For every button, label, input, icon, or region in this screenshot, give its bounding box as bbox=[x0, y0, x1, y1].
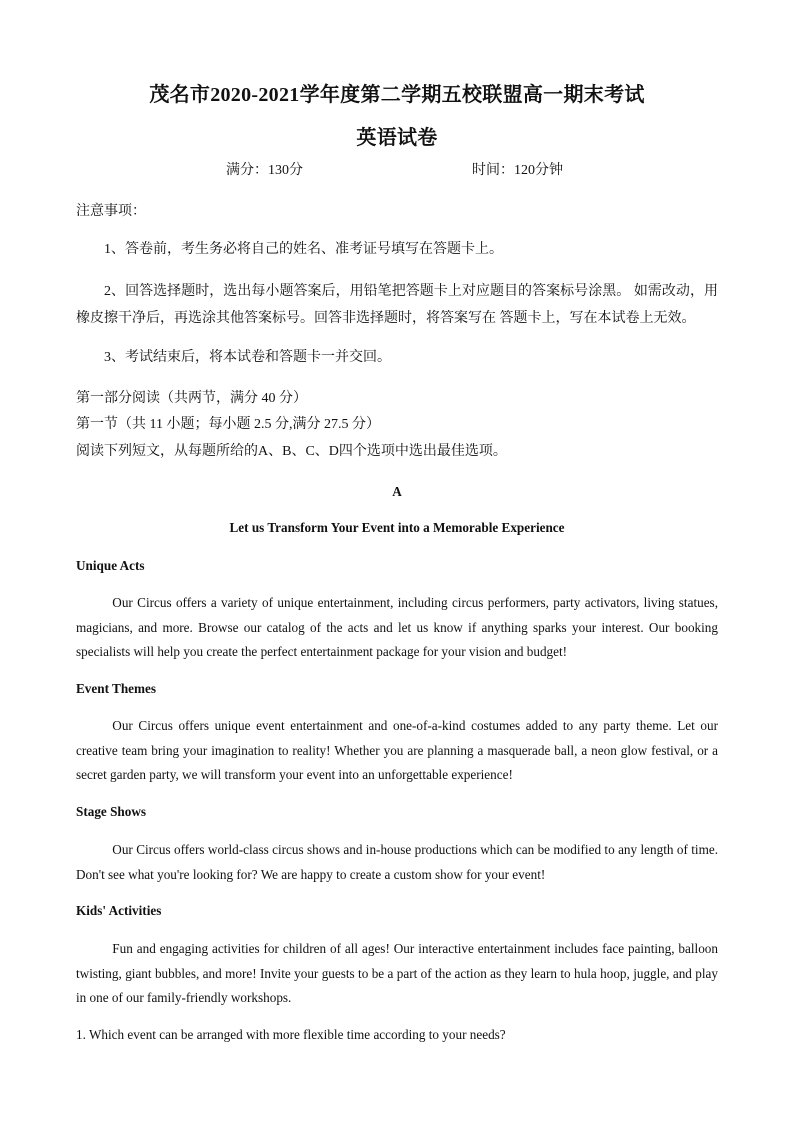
section-body-unique-acts: Our Circus offers a variety of unique entertainment, including circus performers, party activators, living statues, magicians, and more. Browse our catalog of the acts and let us know if anything sparks your interest. Our booking specialists will help you create the perfect entertainment package for your vision and budget! bbox=[76, 595, 718, 659]
full-score: 满分：130分 bbox=[226, 163, 303, 178]
section-instruction: 阅读下列短文，从每题所给的A、B、C、D四个选项中选出最佳选项。 bbox=[76, 444, 507, 459]
section-heading-stage-shows: Stage Shows bbox=[76, 804, 146, 819]
section-heading-event-themes: Event Themes bbox=[76, 681, 156, 696]
notes-label: 注意事项： bbox=[76, 204, 146, 219]
section-heading-kids-activities: Kids' Activities bbox=[76, 903, 162, 918]
note-item-2: 2、回答选择题时，选出每小题答案后，用铅笔把答题卡上对应题目的答案标号涂黑。 如需改动，用橡皮擦干净后，再选涂其他答案标号。回答非选择题时，将答案写在 答题卡上，写在本试卷上无效。 bbox=[76, 284, 718, 326]
passage-title: Let us Transform Your Event into a Memorable Experience bbox=[229, 520, 565, 535]
note-item-3: 3、考试结束后，将本试卷和答题卡一并交回。 bbox=[104, 350, 391, 365]
section-heading-unique-acts: Unique Acts bbox=[76, 558, 145, 573]
note-item-1: 1、答卷前，考生务必将自己的姓名、准考证号填写在答题卡上。 bbox=[104, 242, 503, 257]
passage-letter: A bbox=[392, 484, 402, 499]
question-1: 1. Which event can be arranged with more flexible time according to your needs? bbox=[76, 1027, 506, 1042]
exam-subtitle: 英语试卷 bbox=[356, 127, 438, 149]
section-part: 第一部分阅读（共两节，满分 40 分） bbox=[76, 391, 307, 406]
section-body-kids-activities: Fun and engaging activities for children of all ages! Our interactive entertainment includes face painting, balloon twisting, giant bubbles, and more! Invite your guests to be a part of the action as they learn to hula hoop, juggle, and play in one of our family-friendly workshops. bbox=[76, 941, 718, 1005]
exam-title: 茂名市2020-2021学年度第二学期五校联盟高一期末考试 bbox=[149, 84, 645, 106]
section-body-stage-shows: Our Circus offers world-class circus shows and in-house productions which can be modified to any length of time. Don't see what you're looking for? We are happy to create a custom show for your event! bbox=[76, 842, 718, 882]
exam-time: 时间：120分钟 bbox=[472, 163, 563, 178]
section-subsection: 第一节（共 11 小题；每小题 2.5 分,满分 27.5 分） bbox=[76, 417, 380, 432]
section-body-event-themes: Our Circus offers unique event entertainment and one-of-a-kind costumes added to any party theme. Let our creative team bring your imagination to reality! Whether you are planning a masquerade ball, a neon glow festival, or a secret garden party, we will transform your event into an unforgettable experience! bbox=[76, 718, 718, 782]
